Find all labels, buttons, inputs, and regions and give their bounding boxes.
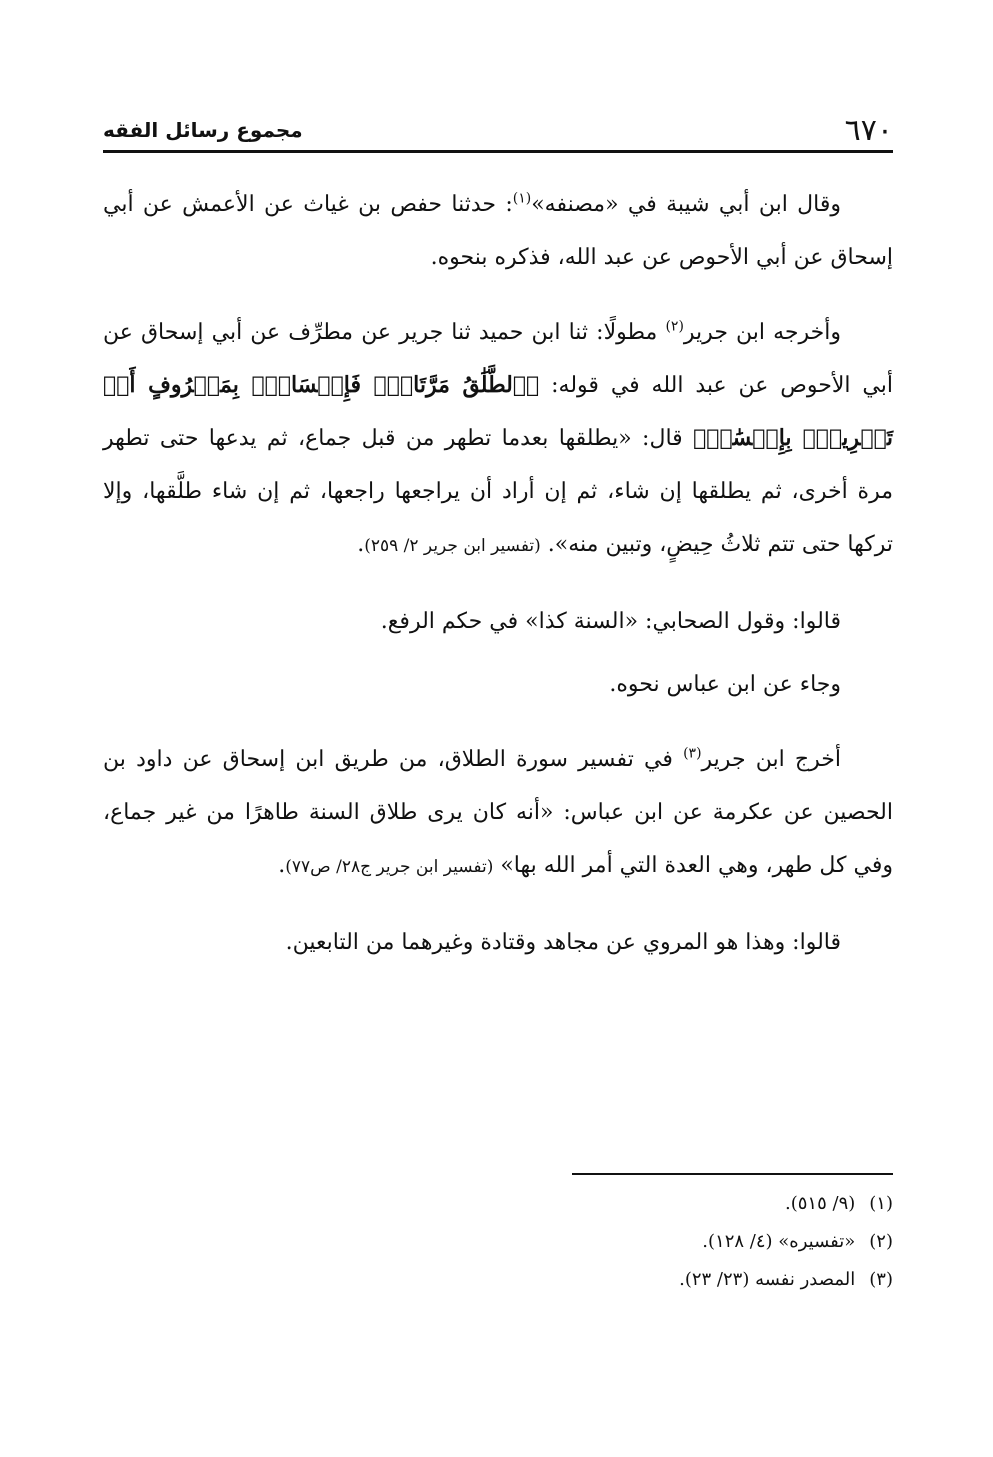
text-segment: وقال ابن أبي شيبة في «مصنفه»	[531, 192, 841, 217]
paragraph-ibn-jarir-long	[103, 306, 893, 573]
footnote-marker-3: (٣)	[683, 745, 702, 762]
text-segment: قال: «يطلقها بعدما تطهر من قبل جماع، ثم يدعها حتى تطهر مرة أخرى، ثم يطلقها إن شاء، ثم إن أراد أن يراجعها راجعها، ثم إن شاء طلَّقها، وإلا تركها حتى تتم ثلاثُ حِيضٍ، وتبين منه».	[103, 426, 893, 557]
footnote-number: (٣)	[869, 1269, 893, 1290]
text-segment: وأخرجه ابن جرير	[683, 320, 842, 345]
inline-reference: (تفسير ابن جرير ج٢٨/ ص٧٧)	[285, 857, 494, 877]
text-segment: .	[278, 853, 286, 878]
text-segment: وجاء عن ابن عباس نحوه.	[609, 672, 841, 697]
footnote-marker-2: (٢)	[665, 318, 684, 335]
footnote-number: (٢)	[869, 1231, 893, 1252]
footnotes	[103, 1185, 893, 1299]
text-segment: مطولًا: ثنا ابن حميد ثنا جرير عن مطرِّف عن أبي إسحاق عن أبي الأحوص عن عبد الله في قوله:	[103, 320, 893, 398]
page-header	[103, 108, 893, 148]
header-divider	[103, 150, 893, 153]
paragraph-ibn-abbas	[103, 658, 893, 711]
footnote-text: «تفسيره» (٤/ ١٢٨).	[702, 1231, 856, 1252]
text-segment: .	[357, 532, 365, 557]
footnote-text: (٩/ ٥١٥).	[785, 1193, 856, 1214]
footnote-text: المصدر نفسه (٢٣/ ٢٣).	[679, 1269, 856, 1290]
footnote-item	[103, 1223, 893, 1261]
text-segment: : حدثنا حفص بن غياث عن الأعمش عن أبي إسحاق عن أبي الأحوص عن عبد الله، فذكره بنحوه.	[103, 192, 893, 270]
text-segment: قالوا: وهذا هو المروي عن مجاهد وقتادة وغيرهما من التابعين.	[285, 930, 841, 955]
footnote-item	[103, 1185, 893, 1223]
text-segment: قالوا: وقول الصحابي: «السنة كذا» في حكم الرفع.	[380, 609, 841, 634]
footnote-marker-1: (١)	[512, 190, 532, 207]
footnote-number: (١)	[869, 1193, 893, 1214]
page-number: ٦٧٠	[844, 113, 893, 148]
footnote-divider	[572, 1173, 893, 1175]
paragraph-tabiin	[103, 916, 893, 969]
text-segment: أخرج ابن جرير	[701, 747, 841, 772]
text-segment: في تفسير سورة الطلاق، من طريق ابن إسحاق عن داود بن الحصين عن عكرمة عن ابن عباس: «أنه كان يرى طلاق السنة طاهرًا من غير جماع، وفي كل طهر، وهي العدة التي أمر الله بها»	[103, 747, 893, 878]
paragraph-tafsir-talaq	[103, 733, 893, 894]
paragraph-ibn-abi-shaybah	[103, 178, 893, 284]
quran-verse: ﴿ٱلطَّلَٰقُ مَرَّتَانِۖ فَإِمۡسَاكُۢ بِمَعۡرُوفٍ أَوۡ تَسۡرِيحُۢ بِإِحۡسَٰنٖ﴾	[103, 372, 893, 451]
main-text	[103, 178, 893, 969]
inline-reference: (تفسير ابن جرير ٢/ ٢٥٩)	[364, 536, 541, 556]
book-title: مجموع رسائل الفقه	[103, 118, 303, 142]
paragraph-sahabi-statement	[103, 595, 893, 648]
footnote-item	[103, 1261, 893, 1299]
